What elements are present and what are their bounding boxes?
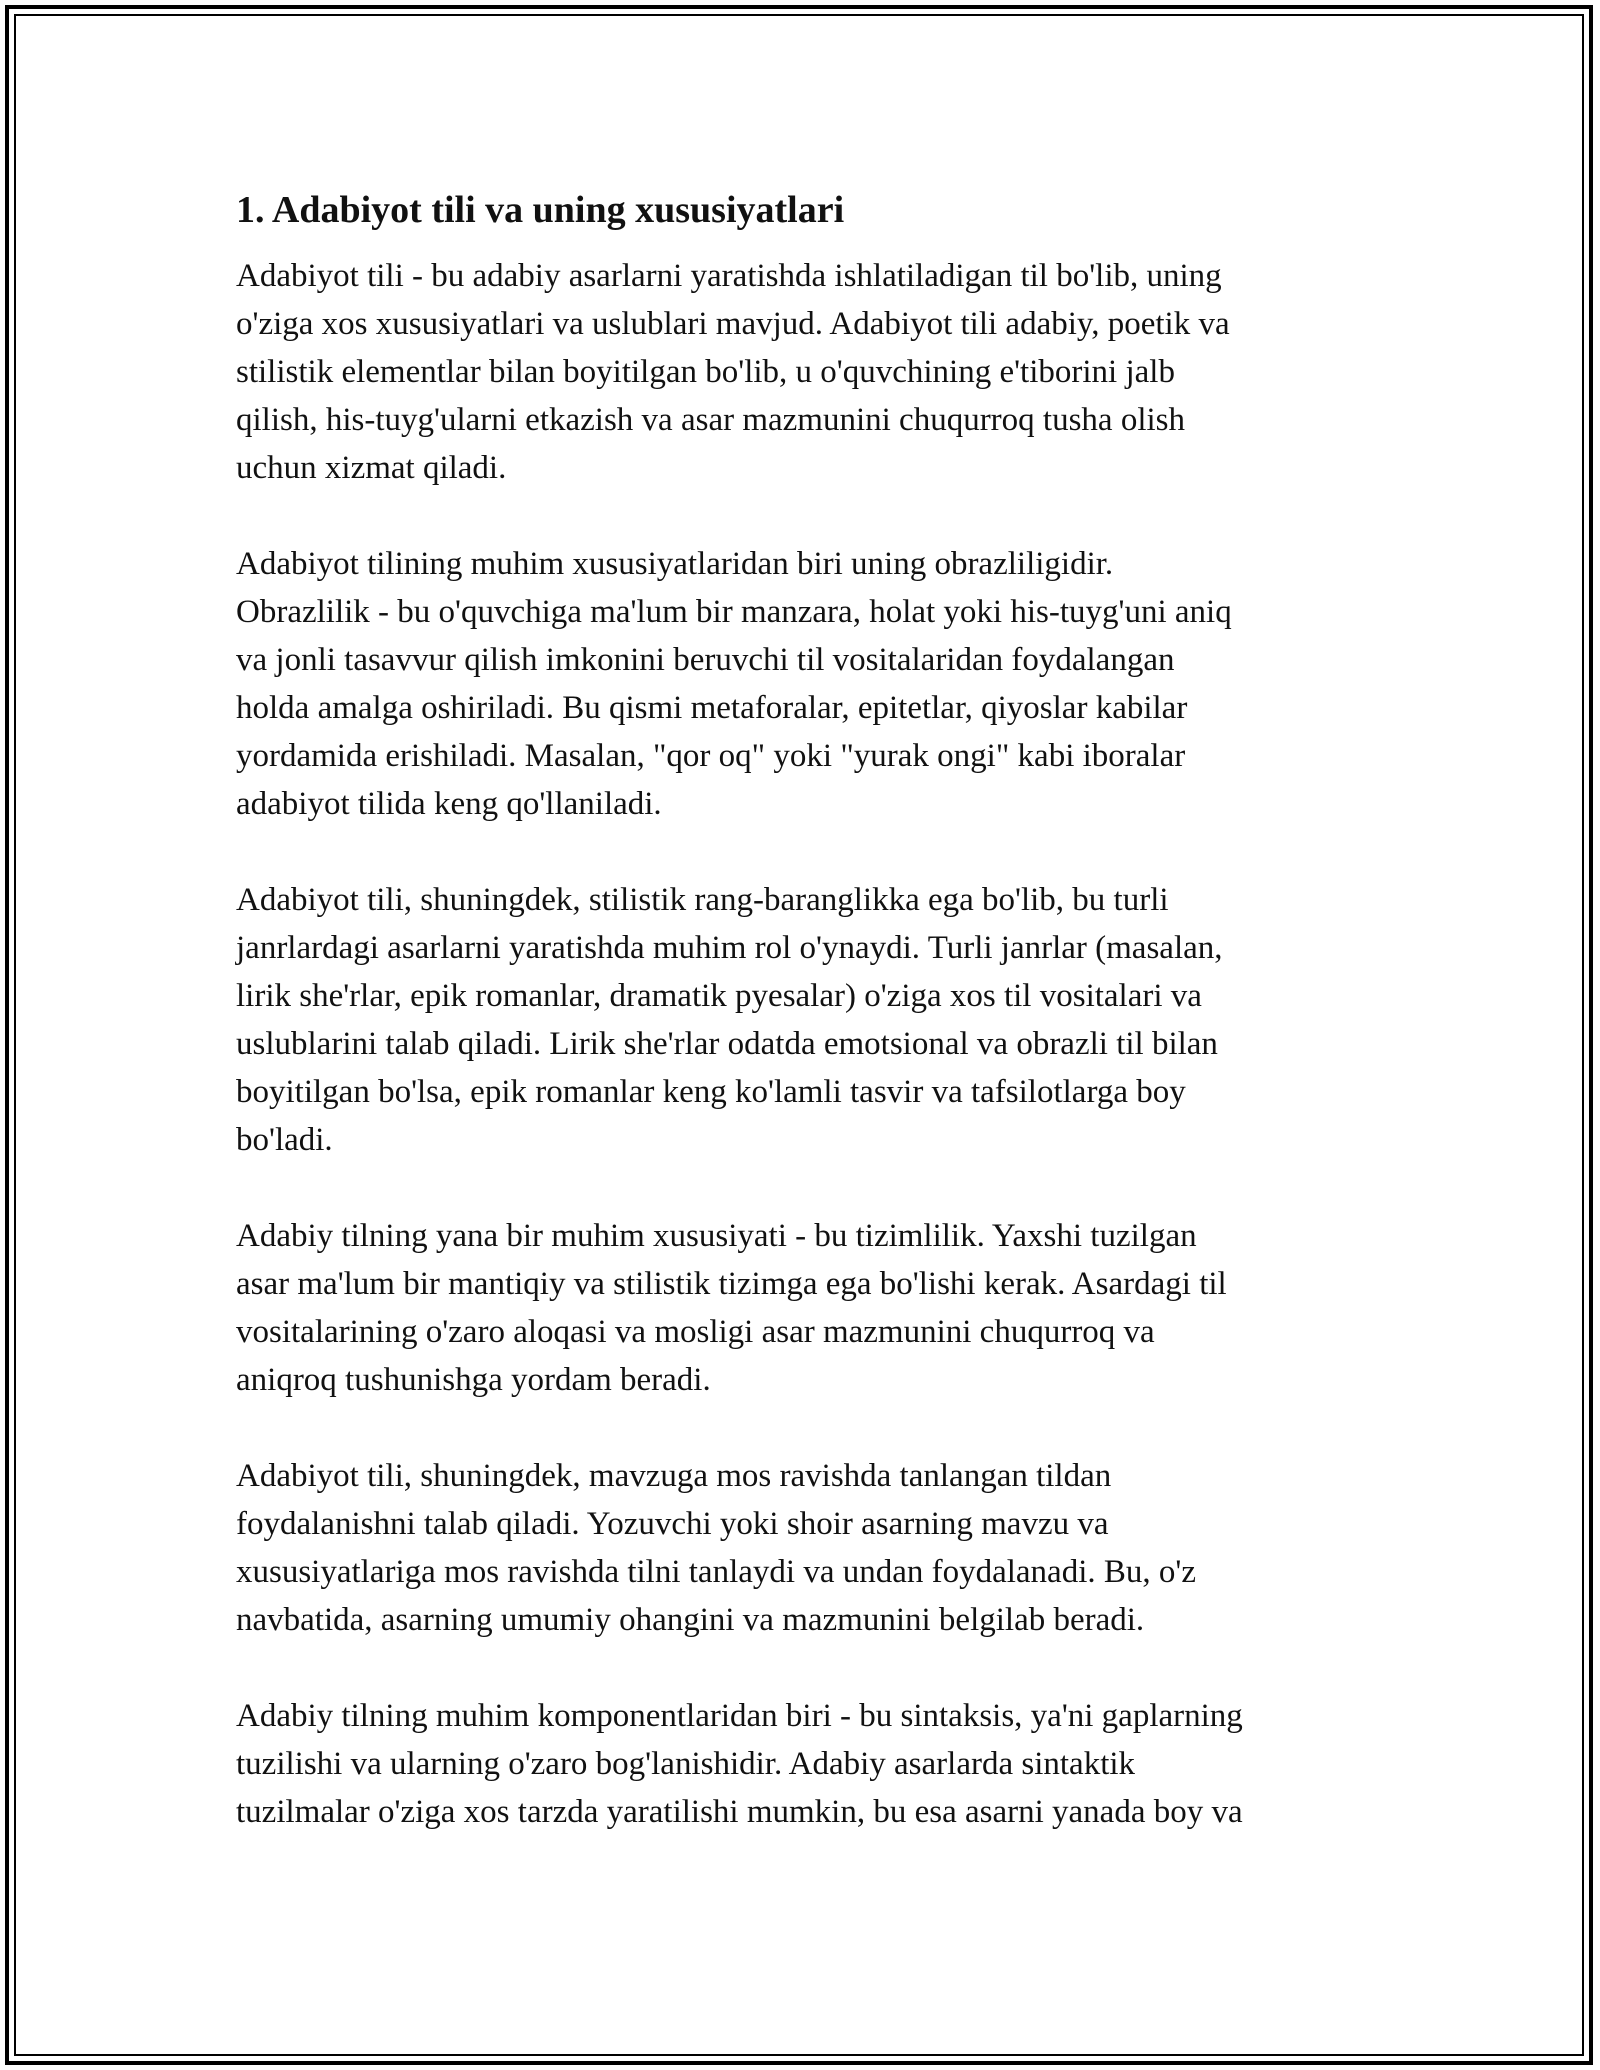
text-line: Adabiyot tilining muhim xususiyatlaridan biri uning obrazliligidir.	[236, 546, 1114, 582]
text-line: Adabiy tilning muhim komponentlaridan biri - bu sintaksis, ya'ni gaplarning	[236, 1698, 1243, 1734]
text-line: Adabiyot tili, shuningdek, mavzuga mos ravishda tanlangan tildan	[236, 1458, 1112, 1494]
text-line: holda amalga oshiriladi. Bu qismi metaforalar, epitetlar, qiyoslar kabilar	[236, 690, 1188, 726]
section-heading: 1. Adabiyot tili va uning xususiyatlari	[236, 189, 845, 231]
text-line: uchun xizmat qiladi.	[236, 450, 507, 486]
text-line: o'ziga xos xususiyatlari va uslublari mavjud. Adabiyot tili adabiy, poetik va	[236, 306, 1230, 342]
text-line: Adabiyot tili - bu adabiy asarlarni yaratishda ishlatiladigan til bo'lib, uning	[236, 258, 1222, 294]
text-line: asar ma'lum bir mantiqiy va stilistik tizimga ega bo'lishi kerak. Asardagi til	[236, 1266, 1227, 1302]
text-line: va jonli tasavvur qilish imkonini beruvchi til vositalaridan foydalangan	[236, 642, 1175, 678]
text-line: yordamida erishiladi. Masalan, "qor oq" yoki "yurak ongi" kabi iboralar	[236, 738, 1186, 774]
text-line: navbatida, asarning umumiy ohangini va mazmunini belgilab beradi.	[236, 1602, 1145, 1638]
text-line: tuzilmalar o'ziga xos tarzda yaratilishi mumkin, bu esa asarni yanada boy va	[236, 1794, 1243, 1830]
text-line: qilish, his-tuyg'ularni etkazish va asar mazmunini chuqurroq tusha olish	[236, 402, 1186, 438]
text-line: lirik she'rlar, epik romanlar, dramatik pyesalar) o'ziga xos til vositalari va	[236, 978, 1202, 1014]
text-line: janrlardagi asarlarni yaratishda muhim rol o'ynaydi. Turli janrlar (masalan,	[236, 930, 1223, 966]
paragraph-1	[236, 252, 1376, 492]
paragraph-4	[236, 1212, 1376, 1404]
text-line: uslublarini talab qiladi. Lirik she'rlar odatda emotsional va obrazli til bilan	[236, 1026, 1218, 1062]
document-body	[236, 186, 1376, 1884]
text-line: boyitilgan bo'lsa, epik romanlar keng ko'lamli tasvir va tafsilotlarga boy	[236, 1074, 1186, 1110]
text-line: stilistik elementlar bilan boyitilgan bo'lib, u o'quvchining e'tiborini jalb	[236, 354, 1175, 390]
paragraph-3	[236, 876, 1376, 1164]
paragraph-5	[236, 1452, 1376, 1644]
paragraph-6	[236, 1692, 1376, 1836]
text-line: Adabiy tilning yana bir muhim xususiyati - bu tizimlilik. Yaxshi tuzilgan	[236, 1218, 1197, 1254]
text-line: Adabiyot tili, shuningdek, stilistik rang-baranglikka ega bo'lib, bu turli	[236, 882, 1169, 918]
paragraph-2	[236, 540, 1376, 828]
text-line: adabiyot tilida keng qo'llaniladi.	[236, 786, 662, 822]
text-line: Obrazlilik - bu o'quvchiga ma'lum bir manzara, holat yoki his-tuyg'uni aniq	[236, 594, 1232, 630]
text-line: aniqroq tushunishga yordam beradi.	[236, 1362, 711, 1398]
text-line: bo'ladi.	[236, 1122, 333, 1158]
text-line: xususiyatlariga mos ravishda tilni tanlaydi va undan foydalanadi. Bu, o'z	[236, 1554, 1196, 1590]
text-line: vositalarining o'zaro aloqasi va mosligi asar mazmunini chuqurroq va	[236, 1314, 1155, 1350]
text-line: foydalanishni talab qiladi. Yozuvchi yoki shoir asarning mavzu va	[236, 1506, 1109, 1542]
text-line: tuzilishi va ularning o'zaro bog'lanishidir. Adabiy asarlarda sintaktik	[236, 1746, 1136, 1782]
